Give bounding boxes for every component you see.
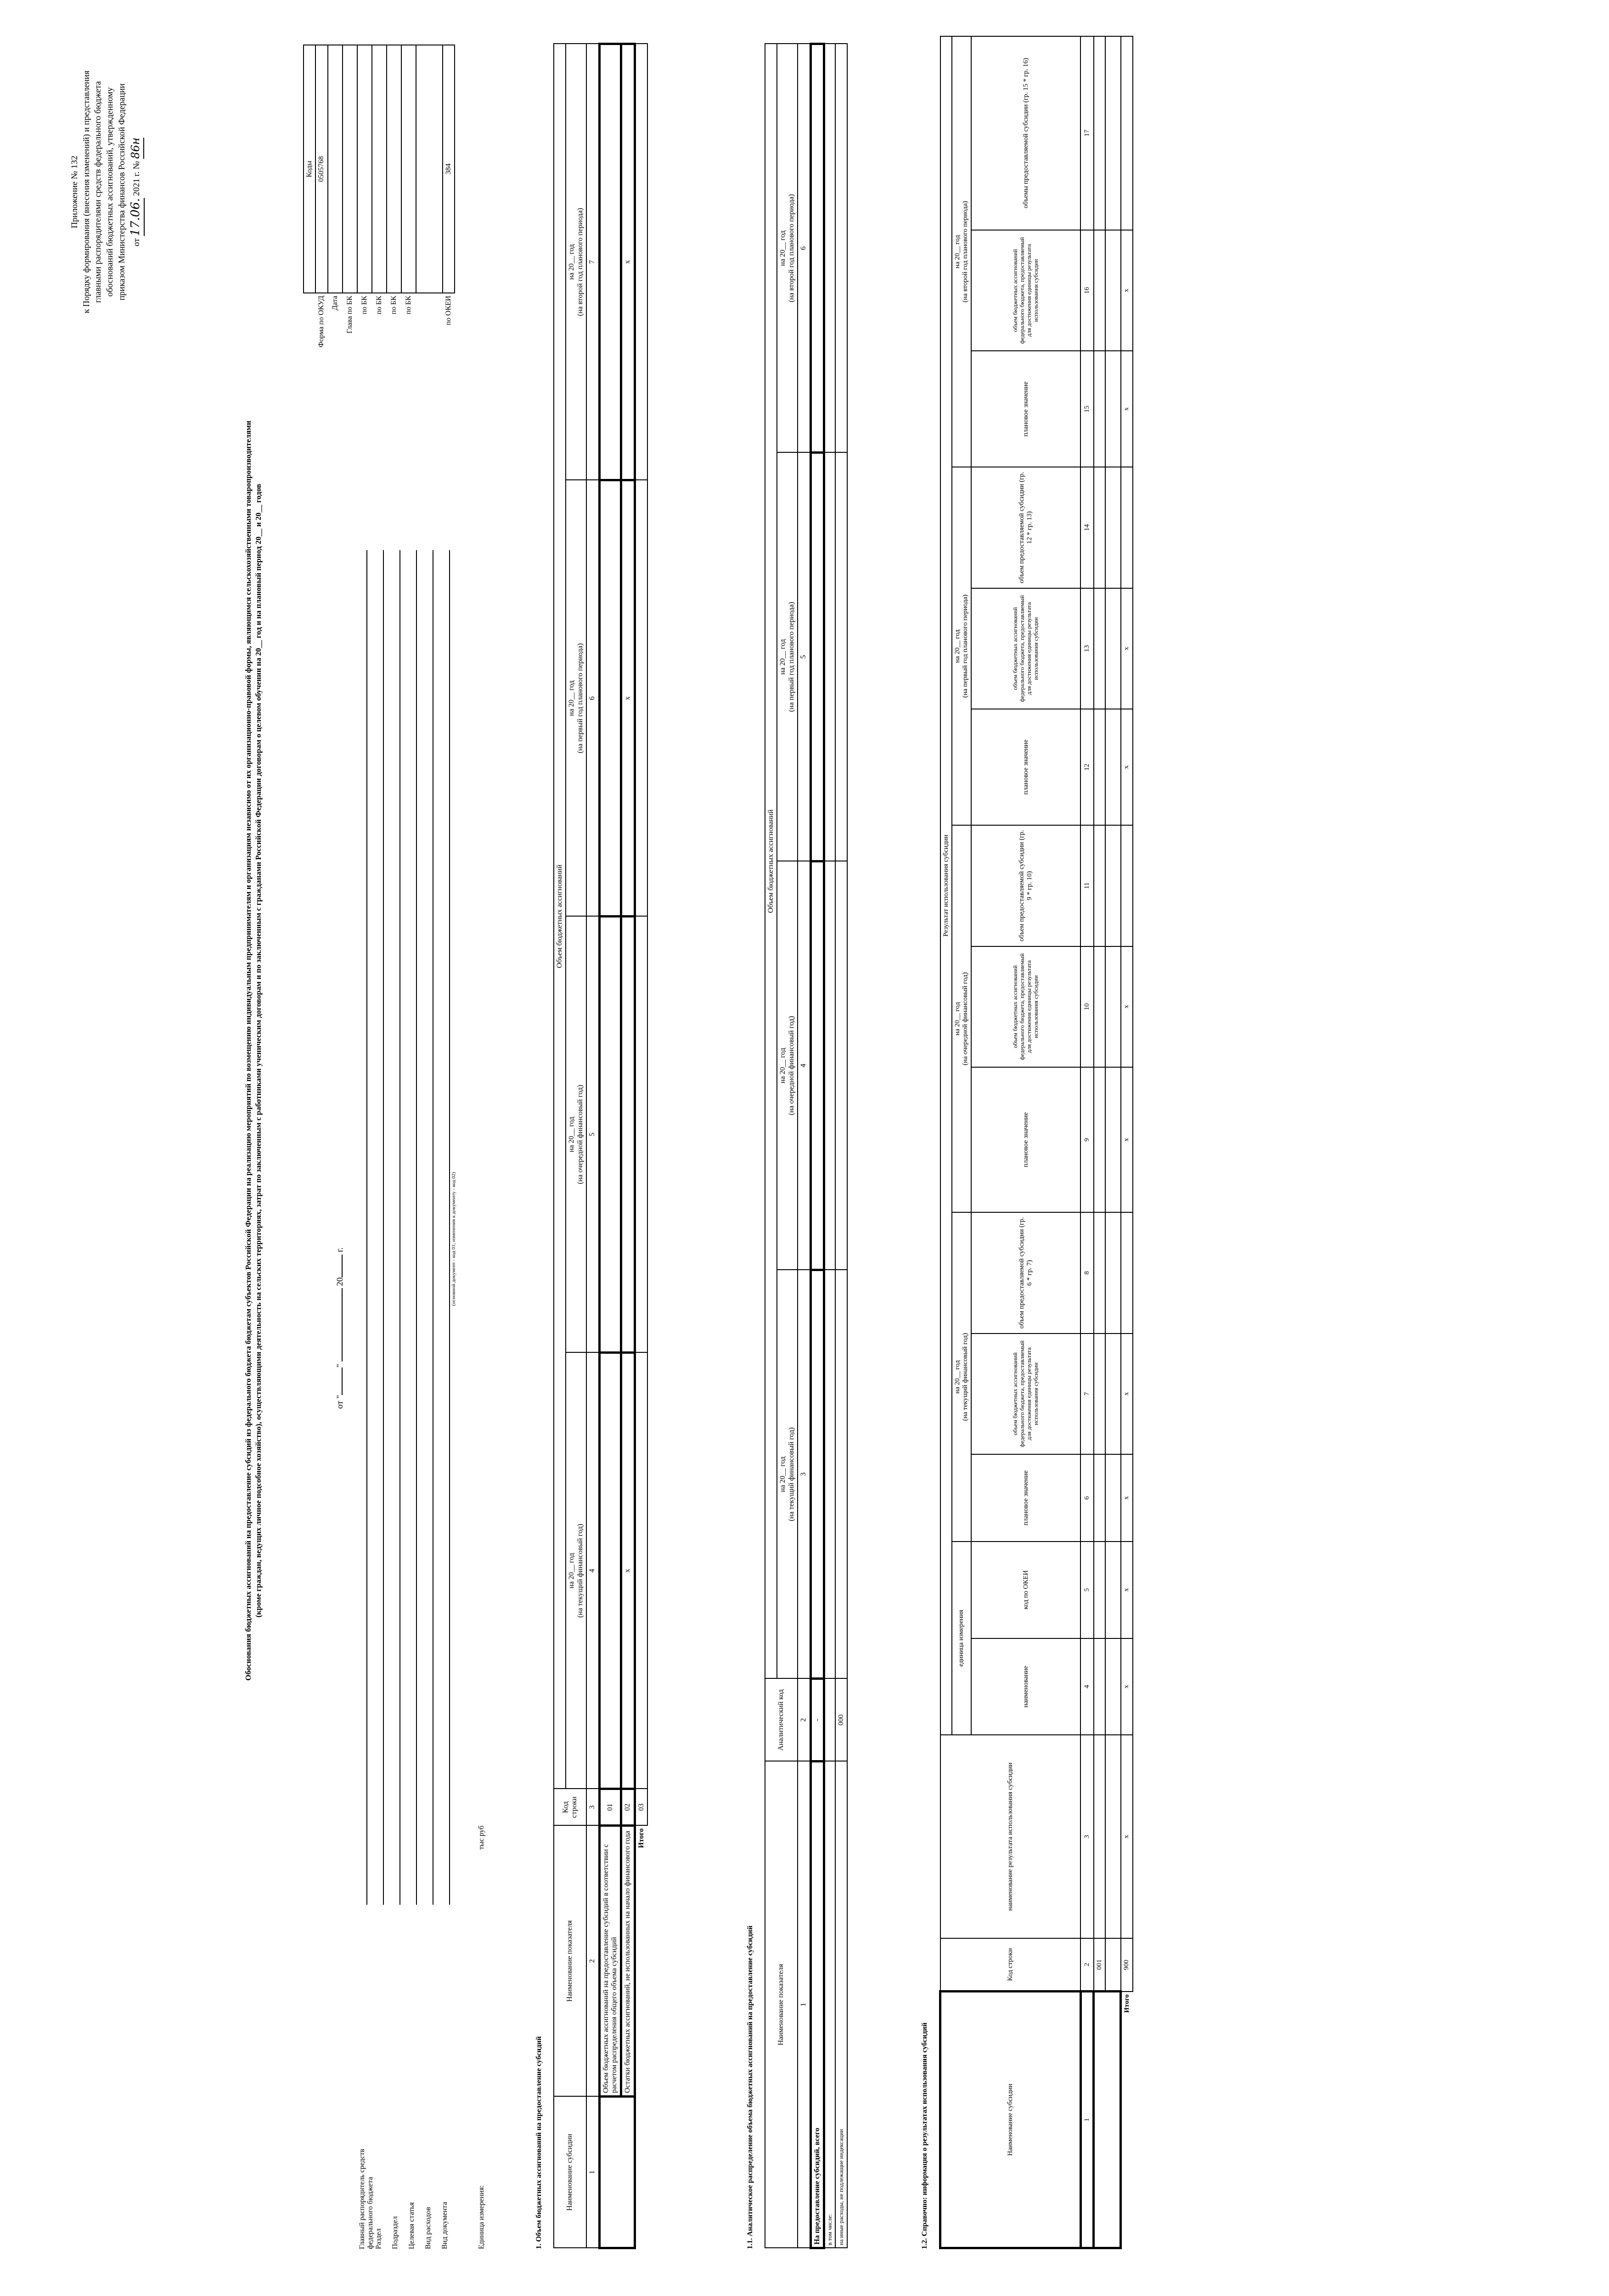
s12-subsidy-cell[interactable]: [1094, 1992, 1121, 2248]
codes-label: по БК: [360, 296, 368, 315]
s1-row-code: 03: [635, 1789, 647, 1826]
s11-row-code: 000: [835, 1679, 847, 1761]
appendix-line2: к Порядку формирования (внесения изменений) и представления: [81, 70, 91, 314]
s12-cell[interactable]: [1094, 709, 1105, 825]
s12-cell[interactable]: [1094, 1212, 1105, 1333]
section11-title: 1.1. Аналитическое распределение объема бюджетных ассигнований на предоставление субсидий: [746, 1925, 754, 2249]
s12-x: x: [1121, 1454, 1133, 1542]
s12-header-y4: на 20__ год (на второй год планового периода): [952, 36, 972, 467]
s12-cell[interactable]: [1105, 467, 1121, 588]
s12-x: x: [1121, 1638, 1133, 1735]
s11-cell[interactable]: [824, 44, 835, 452]
s12-col-num: 3: [1080, 1735, 1093, 1938]
field-label-0: Главный распорядитель средств федерального бюджета: [358, 2149, 375, 2249]
s1-col-num: 1: [586, 2097, 599, 2248]
s12-cell[interactable]: [1094, 1454, 1105, 1542]
s12-col-num: 15: [1080, 351, 1093, 467]
s12-header-volume-total: объем предоставляемой субсидии (гр. 12 * гр. 13): [971, 467, 1080, 588]
date-line: от "" 20 г.: [335, 1247, 345, 1409]
s1-row-code: 02: [621, 1789, 635, 1826]
s12-col-num: 7: [1080, 1334, 1093, 1454]
s12-cell[interactable]: [1121, 467, 1133, 588]
s12-cell[interactable]: [1094, 1735, 1105, 1938]
appendix-line3: главными распорядителями средств федерального бюджета: [93, 81, 103, 303]
s12-col-num: 1: [1080, 1992, 1093, 2248]
s12-header-volume-unit: объем бюджетных ассигнований федерального бюджета, предоставляемый для достижения единицы результата использования субсидии: [971, 1334, 1080, 1454]
s12-col-num: 12: [1080, 709, 1093, 825]
codes-label: по БК: [389, 296, 398, 315]
s12-row-code: [1105, 1938, 1121, 1992]
s12-col-num: 13: [1080, 588, 1093, 709]
s12-header-plan: плановое значение: [971, 351, 1080, 467]
s11-header-code: Аналитический код: [765, 1679, 798, 1761]
s12-header-y2: на 20__ год (на очередной финансовый год): [952, 825, 972, 1212]
s11-cell[interactable]: [810, 1270, 824, 1679]
codes-label: Форма по ОКУД: [317, 296, 326, 348]
s12-header-plan: плановое значение: [971, 1067, 1080, 1212]
s1-cell[interactable]: x: [621, 480, 635, 917]
codes-table: [303, 45, 455, 426]
handwritten-number: 86н: [128, 138, 144, 159]
s11-row-indicator: На предоставление субсидий, всего: [810, 1761, 824, 2248]
s11-cell[interactable]: [835, 1270, 847, 1679]
s1-cell[interactable]: [635, 1353, 647, 1789]
s11-cell[interactable]: [835, 44, 847, 452]
s12-header-subsidy: Наименование субсидии: [940, 1992, 1081, 2248]
title-line2: (кроме граждан, ведущих личное подсобное хозяйство), осуществляющими деятельность на сельских территориях, затрат по заключенным с работниками ученическим договорам и по заключенным с гражданами Российской Федерации договорам о целевом обучении на 20__ год и на плановый период 20__ и 20__ годов: [254, 484, 263, 1618]
s1-row-indicator: Остатки бюджетных ассигнований, не использованных на начало финансового года: [621, 1826, 635, 2097]
appendix-block: [69, 27, 145, 357]
s12-header-unit-okei: код по ОКЕИ: [971, 1542, 1080, 1638]
s1-cell[interactable]: [635, 917, 647, 1353]
s1-subsidy-cell[interactable]: [599, 2097, 635, 2248]
title-line1: Обоснования бюджетных ассигнований на предоставление субсидий из федерального бюджета бюджетам субъектов Российской Федерации на реализацию мероприятий по возмещению индивидуальным предпринимателям и организациям независимо от их организационно-правовой формы, являющимся сельскохозяйственными товаропроизводителями: [244, 421, 253, 1681]
unit-label: Единица измерения:: [478, 2185, 485, 2249]
s12-cell[interactable]: [1105, 588, 1121, 709]
s12-cell[interactable]: [1094, 946, 1105, 1067]
s12-header-y3: на 20__ год (на первый год планового периода): [952, 467, 972, 825]
s12-cell[interactable]: [1105, 1542, 1121, 1638]
field-label-4: Вид расходов: [424, 2207, 432, 2249]
s11-cell[interactable]: [835, 453, 847, 861]
s1-cell[interactable]: x: [621, 44, 635, 480]
unit-value: тыс руб: [478, 1825, 485, 1850]
s11-cell[interactable]: [824, 1270, 835, 1679]
s12-cell[interactable]: [1094, 230, 1105, 351]
s1-col-num: 3: [586, 1789, 599, 1826]
s12-col-num: 17: [1080, 36, 1093, 230]
field-line-1[interactable]: [383, 550, 384, 1905]
s1-col-num: 7: [586, 44, 599, 480]
handwritten-date: 17.06.: [128, 198, 145, 236]
s12-header-code: Код строки: [940, 1938, 1081, 1992]
section12-table: [939, 36, 1133, 2249]
s12-col-num: 5: [1080, 1542, 1093, 1638]
s12-col-num: 14: [1080, 467, 1093, 588]
codes-label: по БК: [404, 296, 412, 315]
s12-col-num: 6: [1080, 1454, 1093, 1542]
field-label-3: Целевая статья: [408, 2202, 416, 2249]
codes-value: [387, 45, 401, 293]
s12-cell[interactable]: [1121, 36, 1133, 230]
codes-value: [416, 45, 443, 293]
s12-row-code: 001: [1094, 1938, 1105, 1992]
s12-x: x: [1121, 946, 1133, 1067]
s12-col-num: 11: [1080, 825, 1093, 946]
field-label-5: Вид документа: [441, 2202, 449, 2249]
s12-x: x: [1121, 1334, 1133, 1454]
s12-cell[interactable]: [1094, 1638, 1105, 1735]
s12-cell[interactable]: [1105, 1735, 1121, 1938]
s12-cell[interactable]: [1094, 1067, 1105, 1212]
s12-header-volume-unit: объем бюджетных ассигнований федерального бюджета, предоставляемый для достижения единицы результата использования субсидии: [971, 230, 1080, 351]
s1-row-indicator: Объем бюджетных ассигнований на предоставление субсидий в соответствии с расчетом распределения общего объема субсидий: [599, 1826, 621, 2097]
s12-header-unit-name: наименование: [971, 1638, 1080, 1735]
s11-col-num: 2: [798, 1679, 810, 1761]
s12-cell[interactable]: [1105, 230, 1121, 351]
s1-total-label: Итого: [637, 1828, 646, 1848]
codes-label: Дата: [331, 296, 339, 310]
codes-value: [328, 45, 343, 293]
field-label-2: Подраздел: [391, 2216, 399, 2249]
s1-header-y1: на 20__ год (на текущий финансовый год): [566, 1353, 586, 1789]
codes-value: [343, 45, 357, 293]
s1-cell[interactable]: [621, 917, 635, 1353]
s12-col-num: 4: [1080, 1638, 1093, 1735]
s12-cell[interactable]: [1094, 467, 1105, 588]
section1-table: [553, 43, 648, 2249]
s12-cell[interactable]: [1105, 1212, 1121, 1333]
s1-col-num: 2: [586, 1826, 599, 2097]
s12-x: x: [1121, 230, 1133, 351]
s12-total-label: Итого: [1123, 1994, 1131, 2013]
appendix-line4: обоснований бюджетных ассигнований, утвержденному: [105, 87, 115, 297]
s12-x: x: [1121, 1735, 1133, 1938]
s12-x: x: [1121, 1542, 1133, 1638]
s1-row-code: 01: [599, 1789, 621, 1826]
s12-cell[interactable]: [1094, 1542, 1105, 1638]
s12-header-result-name: наименование результата использования субсидии: [940, 1735, 1081, 1938]
s12-x: x: [1121, 588, 1133, 709]
s12-header-volume-unit: объем бюджетных ассигнований федерального бюджета, предоставляемый для достижения единицы результата использования субсидии: [971, 946, 1080, 1067]
s11-header-volume: Объем бюджетных ассигнований: [765, 44, 777, 1678]
s11-row-code: -: [810, 1679, 824, 1761]
s12-header-volume-unit: объем бюджетных ассигнований федерального бюджета, предоставляемый для достижения единицы результата использования субсидии: [971, 588, 1080, 709]
codes-value: [357, 45, 372, 293]
s12-header-volume-total: объем предоставляемой субсидии (гр. 9 * гр. 10): [971, 825, 1080, 946]
s12-cell[interactable]: [1105, 946, 1121, 1067]
field-line-2[interactable]: [399, 550, 400, 1905]
s12-cell[interactable]: [1105, 1454, 1121, 1542]
codes-label: по БК: [375, 296, 383, 315]
codes-value: 384: [443, 45, 455, 293]
s11-col-num: 5: [798, 453, 810, 861]
s12-cell[interactable]: [1105, 1334, 1121, 1454]
s12-cell[interactable]: [1105, 1638, 1121, 1735]
s12-col-num: 2: [1080, 1938, 1093, 1992]
field-line-5[interactable]: [449, 550, 450, 1905]
s1-header-y4: на 20__ год (на второй год планового периода): [566, 44, 586, 480]
s12-col-num: 16: [1080, 230, 1093, 351]
s1-cell[interactable]: [599, 917, 621, 1353]
s12-cell[interactable]: [1121, 825, 1133, 946]
s11-col-num: 1: [798, 1761, 810, 2248]
section11-table: [765, 43, 848, 2249]
s11-cell[interactable]: [824, 861, 835, 1270]
s12-cell[interactable]: [1094, 588, 1105, 709]
s12-col-num: 10: [1080, 946, 1093, 1067]
s12-header-plan: плановое значение: [971, 1454, 1080, 1542]
doc-type-caption: (основной документ - код 01; изменения к документу - код 02): [451, 1172, 456, 1306]
s1-header-y2: на 20__ год (на очередной финансовый год): [566, 917, 586, 1353]
s12-x: x: [1121, 1067, 1133, 1212]
codes-label: по ОКЕИ: [444, 296, 452, 326]
s1-cell[interactable]: [599, 480, 621, 917]
s11-header-indicator: Наименование показателя: [765, 1761, 798, 2248]
s12-cell[interactable]: [1105, 709, 1121, 825]
codes-label: [416, 293, 443, 426]
appendix-line5: приказом Министерства финансов Российской Федерации: [117, 83, 127, 301]
s1-header-indicator: Наименование показателя: [554, 1826, 586, 2097]
codes-header: Коды: [304, 45, 315, 293]
codes-label: Глава по БК: [345, 296, 354, 333]
s11-col-num: 4: [798, 861, 810, 1270]
s12-header-unit: единица измерения: [952, 1542, 972, 1735]
s12-x: x: [1121, 351, 1133, 467]
s11-row-indicator: на иные расходы, не подлежащие индексации: [835, 1761, 847, 2248]
s1-cell[interactable]: [635, 480, 647, 917]
appendix-line1: Приложение № 132: [70, 155, 79, 229]
s1-cell[interactable]: [635, 44, 647, 480]
s12-cell[interactable]: [1105, 36, 1121, 230]
field-line-0[interactable]: [366, 550, 367, 1905]
s11-header-y2: на 20__ год (на очередной финансовый год): [777, 861, 798, 1270]
s12-header-y1: на 20__ год (на текущий финансовый год): [952, 1212, 972, 1542]
s11-cell[interactable]: [810, 861, 824, 1270]
s11-cell[interactable]: [835, 861, 847, 1270]
s12-total-code: 900: [1121, 1938, 1133, 1992]
s11-cell[interactable]: [810, 44, 824, 452]
s1-cell[interactable]: [599, 44, 621, 480]
codes-value: [372, 45, 387, 293]
s12-col-num: 9: [1080, 1067, 1093, 1212]
s11-cell[interactable]: [810, 453, 824, 861]
s12-cell[interactable]: [1105, 1067, 1121, 1212]
s11-row-indicator: в том числе:: [824, 1761, 835, 2248]
field-line-3[interactable]: [416, 550, 417, 1905]
codes-value: [401, 45, 416, 293]
section1-title: 1. Объем бюджетных ассигнований на предоставление субсидий: [535, 2036, 543, 2249]
s1-col-num: 4: [586, 1353, 599, 1789]
codes-value: 0505768: [315, 45, 327, 293]
s1-header-subsidy: Наименование субсидии: [554, 2097, 586, 2248]
s11-col-num: 3: [798, 1270, 810, 1679]
s1-cell[interactable]: x: [621, 1353, 635, 1789]
s1-col-num: 5: [586, 917, 599, 1353]
s12-cell[interactable]: [1105, 825, 1121, 946]
s1-cell[interactable]: [599, 1353, 621, 1789]
section12-title: 1.2. Справочно: информация о результатах использования субсидий: [921, 2022, 928, 2249]
s1-col-num: 6: [586, 480, 599, 917]
s12-col-num: 8: [1080, 1212, 1093, 1333]
s1-header-volume: Объем бюджетных ассигнований: [554, 44, 566, 1789]
s11-row-code: [824, 1679, 835, 1761]
field-label-1: Раздел: [375, 2228, 383, 2249]
s11-col-num: 6: [798, 44, 810, 452]
s12-cell[interactable]: [1105, 351, 1121, 467]
s12-header-volume-total: объем предоставляемой субсидии (гр. 6 * гр. 7): [971, 1212, 1080, 1333]
s11-header-y3: на 20__ год (на первый год планового периода): [777, 453, 798, 861]
appendix-line6: от 17.06. 2021 г. № 86н: [128, 27, 145, 357]
s12-header-plan: плановое значение: [971, 709, 1080, 825]
s12-header-results: Результат использования субсидии: [940, 36, 952, 1735]
s11-header-y1: на 20__ год (на текущий финансовый год): [777, 1270, 798, 1679]
s11-cell[interactable]: [824, 453, 835, 861]
s12-header-volume-total: объемы предоставляемой субсидии (гр. 15 * гр. 16): [971, 36, 1080, 230]
s12-cell[interactable]: [1094, 351, 1105, 467]
s1-header-y3: на 20__ год (на первый год планового периода): [566, 480, 586, 917]
s12-cell[interactable]: [1121, 1212, 1133, 1333]
document-title: [243, 22, 264, 2079]
s1-header-code: Код строки: [554, 1789, 586, 1826]
s12-cell[interactable]: [1094, 825, 1105, 946]
s11-header-y4: на 20__ год (на второй год планового периода): [777, 44, 798, 452]
s12-x: x: [1121, 709, 1133, 825]
s12-cell[interactable]: [1094, 36, 1105, 230]
s12-cell[interactable]: [1094, 1334, 1105, 1454]
